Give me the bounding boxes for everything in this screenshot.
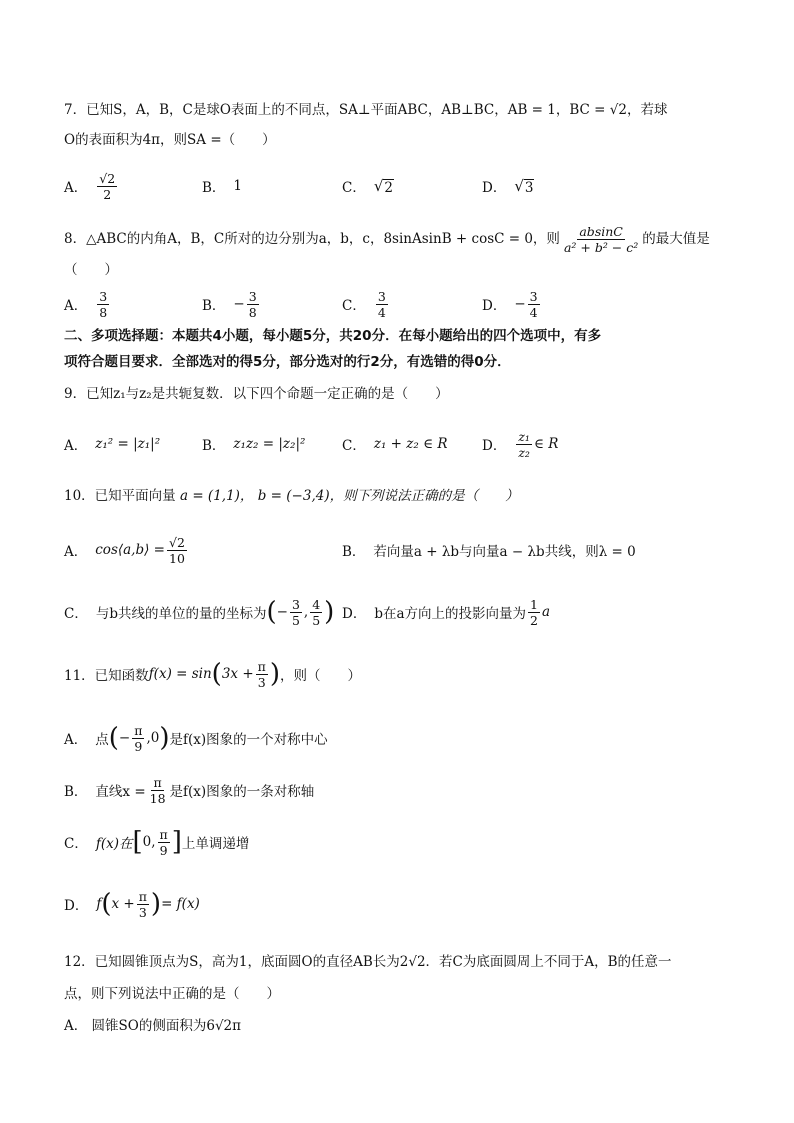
- option-label: B．: [64, 784, 88, 800]
- q8-stem: 8．△ABC的内角A，B，C所对的边分别为a，b，c，8sinAsinB + cosC = 0，则: [64, 231, 560, 247]
- q11-option-a-row: [64, 718, 744, 758]
- minus-sign: −: [233, 296, 245, 312]
- q7-option-b: [202, 166, 242, 206]
- q9-option-a: [64, 424, 160, 464]
- option-tail: 上单调递增: [181, 836, 250, 852]
- q12-option-a: [64, 1016, 241, 1036]
- option-label: B．: [202, 298, 226, 314]
- cosine-expression: cos⟨a,b⟩ =: [95, 542, 165, 558]
- option-label: D．: [482, 298, 507, 314]
- right-paren: ): [150, 889, 162, 919]
- q11-option-b: [64, 770, 314, 810]
- q9-options: [64, 424, 744, 464]
- option-tail: 是f(x)图象的一条对称轴: [169, 784, 315, 800]
- option-label: A．: [64, 180, 88, 196]
- fraction: [528, 289, 540, 320]
- q10-option-d: [342, 592, 550, 632]
- q8-line1: [64, 222, 710, 256]
- fraction: [256, 659, 268, 690]
- function-name: f(x) = sin: [148, 666, 212, 682]
- denominator: 9: [159, 842, 168, 858]
- denominator: 2: [530, 612, 538, 628]
- left-paren: (: [101, 889, 112, 919]
- numerator: 3: [99, 288, 108, 304]
- radical-sign: √: [514, 176, 524, 195]
- option-text: f(x)在: [95, 836, 133, 852]
- fraction: [132, 723, 144, 754]
- numerator: 3: [248, 288, 257, 304]
- option-label: A．: [64, 732, 88, 748]
- q7-option-a: [64, 166, 119, 206]
- denominator: z₂: [518, 444, 530, 460]
- q12-line1: 12．已知圆锥顶点为S，高为1，底面圆O的直径AB长为2√2．若C为底面圆周上不同于A，B的任意一: [64, 954, 672, 970]
- q8-option-b: [202, 284, 261, 324]
- right-paren: ): [159, 723, 170, 753]
- option-label: A．: [64, 298, 88, 314]
- numerator: π: [257, 658, 266, 674]
- denominator: 4: [529, 304, 538, 320]
- vector-a: a: [541, 604, 551, 620]
- option-tail: ∈ R: [533, 436, 559, 452]
- sqrt: [514, 177, 534, 196]
- q8-fraction: [562, 224, 640, 255]
- q7-line1: 7．已知S，A，B，C是球O表面上的不同点，SA⊥平面ABC，AB⊥BC，AB = 1，BC = √2，若球: [64, 102, 668, 118]
- option-label: C．: [342, 180, 366, 196]
- denominator: 3: [257, 674, 266, 690]
- radicand: 2: [384, 179, 393, 196]
- option-label: D．: [64, 898, 89, 914]
- denominator: 8: [99, 304, 108, 320]
- denominator: 3: [138, 904, 147, 920]
- option-label: A．: [64, 544, 88, 560]
- denominator: 18: [149, 790, 166, 806]
- q10-option-c: [64, 592, 334, 632]
- q11-option-d: [64, 884, 200, 924]
- q8-tail: 的最大值是: [642, 231, 710, 247]
- option-label: B．: [342, 544, 366, 560]
- section2-heading-line1: 二、多项选择题：本题共4小题，每小题5分，共20分．在每小题给出的四个选项中，有多: [64, 328, 602, 344]
- numerator: 3: [291, 596, 300, 612]
- fraction: [167, 535, 187, 566]
- argument: 3x +: [221, 666, 254, 682]
- option-label: C．: [342, 298, 366, 314]
- option-label: A．: [64, 438, 88, 454]
- right-paren: ): [324, 597, 335, 627]
- q10-options-row1: [64, 530, 744, 570]
- denominator: 4: [377, 304, 386, 320]
- q11-tail: ，则（ ）: [280, 668, 362, 684]
- option-value: 1: [233, 178, 243, 194]
- numerator: π: [153, 774, 162, 790]
- option-value: z₁² = |z₁|²: [95, 436, 161, 452]
- numerator: 1: [530, 596, 538, 612]
- fraction: [290, 597, 302, 628]
- left-bracket: [: [132, 827, 143, 857]
- q9-option-b: [202, 424, 305, 464]
- q8-option-a: [64, 284, 111, 324]
- option-label: A．: [64, 1018, 88, 1034]
- q10-option-a: [64, 530, 189, 570]
- numerator: π: [134, 722, 143, 738]
- left-paren: (: [211, 659, 222, 689]
- option-label: D．: [342, 606, 367, 622]
- numerator: √2: [99, 170, 116, 186]
- q11-line1: [64, 654, 744, 694]
- denominator: 10: [169, 550, 185, 566]
- numerator: π: [159, 826, 168, 842]
- option-value: z₁z₂ = |z₂|²: [233, 436, 306, 452]
- fraction: [528, 597, 540, 628]
- q7-options: [64, 166, 744, 206]
- fraction: [516, 429, 532, 460]
- radical-sign: √: [373, 176, 384, 195]
- q11-option-c-row: [64, 822, 744, 862]
- q7-option-c: [342, 166, 394, 206]
- numerator: 3: [529, 288, 538, 304]
- interval-start: 0,: [142, 834, 156, 850]
- numerator: z₁: [518, 428, 530, 444]
- comma: ,: [303, 604, 309, 620]
- vector-a-def: a = (1,1)，: [179, 488, 254, 504]
- option-label: C．: [64, 606, 88, 622]
- numerator: 3: [377, 288, 386, 304]
- q9-line1: 9．已知z₁与z₂是共轭复数．以下四个命题一定正确的是（ ）: [64, 386, 449, 402]
- numerator: 4: [312, 596, 321, 612]
- numerator: π: [138, 888, 147, 904]
- option-tail: 是f(x)图象的一个对称中心: [169, 732, 328, 748]
- q8-option-d: [482, 284, 542, 324]
- fraction: [376, 289, 388, 320]
- minus-sign: −: [276, 604, 288, 620]
- q11-stem: [64, 654, 361, 694]
- q9-option-c: [342, 424, 448, 464]
- denominator: 8: [248, 304, 257, 320]
- left-paren: (: [266, 597, 277, 627]
- fraction: [97, 171, 117, 202]
- q7-line2: O的表面积为4π，则SA =（ ）: [64, 132, 276, 148]
- radicand: 3: [524, 179, 534, 196]
- numerator: √2: [169, 534, 185, 550]
- option-value: z₁ + z₂ ∈ R: [373, 436, 448, 452]
- q10-options-row2: [64, 592, 744, 632]
- option-value: 圆锥SO的侧面积为6√2π: [91, 1018, 242, 1034]
- fraction: [148, 775, 168, 806]
- point-y: ,0: [146, 730, 160, 746]
- sqrt: [374, 177, 394, 196]
- q10-option-b: [342, 530, 636, 570]
- option-label: C．: [64, 836, 88, 852]
- denominator: 5: [312, 612, 321, 628]
- q9-option-d: [482, 424, 558, 464]
- q7-option-d: [482, 166, 534, 206]
- q10-line1: [64, 486, 519, 506]
- option-label: D．: [482, 180, 507, 196]
- q8-options: [64, 284, 744, 324]
- option-text: 点: [95, 732, 109, 748]
- denominator: 2: [103, 186, 112, 202]
- numerator: absinC: [579, 223, 623, 239]
- option-text: b在a方向上的投影向量为: [374, 606, 527, 622]
- option-label: B．: [202, 180, 226, 196]
- fraction: [247, 289, 259, 320]
- q11-intro: 11．已知函数: [64, 668, 149, 684]
- function-name: f: [96, 896, 102, 912]
- fraction: [137, 889, 149, 920]
- denominator: a² + b² − c²: [563, 239, 639, 255]
- q8-option-c: [342, 284, 390, 324]
- right-paren: ): [269, 659, 281, 689]
- minus-sign: −: [118, 730, 131, 746]
- argument: x +: [111, 896, 135, 912]
- q11-option-c: [64, 822, 249, 862]
- q10-stem: 10．已知平面向量: [64, 488, 176, 504]
- vector-b-def: b = (−3,4)，则下列说法正确的是（ ）: [257, 488, 519, 504]
- q12-line2: 点，则下列说法中正确的是（ ）: [64, 986, 280, 1002]
- fraction: [97, 289, 109, 320]
- fraction: [158, 827, 170, 858]
- option-label: C．: [342, 438, 366, 454]
- left-paren: (: [108, 723, 119, 753]
- minus-sign: −: [514, 296, 526, 312]
- option-tail: = f(x): [161, 896, 200, 912]
- fraction: [310, 597, 322, 628]
- section2-heading-line2: 项符合题目要求．全部选对的得5分，部分选对的行2分，有选错的得0分．: [64, 354, 511, 370]
- option-text: 直线x =: [95, 784, 146, 800]
- option-text: 与b共线的单位的量的坐标为: [95, 606, 267, 622]
- q8-line2: （ ）: [64, 262, 118, 278]
- right-bracket: ]: [171, 827, 182, 857]
- option-label: B．: [202, 438, 226, 454]
- option-value: 若向量a + λb与向量a − λb共线，则λ = 0: [373, 544, 636, 560]
- q11-option-a: [64, 718, 328, 758]
- denominator: 9: [134, 738, 143, 754]
- q11-option-b-row: [64, 770, 744, 810]
- option-label: D．: [482, 438, 507, 454]
- q11-option-d-row: [64, 884, 744, 924]
- denominator: 5: [291, 612, 300, 628]
